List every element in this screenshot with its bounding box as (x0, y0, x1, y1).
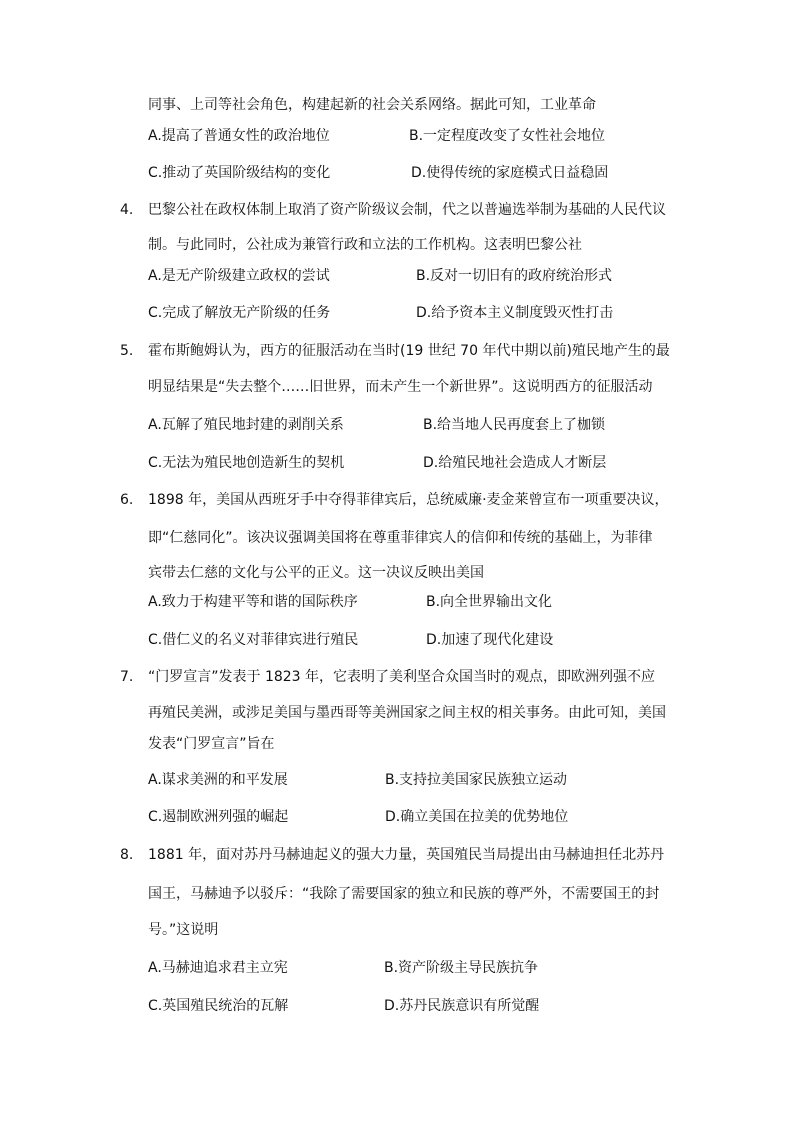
question-4-stem-line-2: 制。与此同时，公社成为兼管行政和立法的工作机构。这表明巴黎公社 (148, 237, 582, 253)
question-8-stem-line-1: 1881 年，面对苏丹马赫迪起义的强大力量，英国殖民当局提出由马赫迪担任北苏丹 (148, 847, 665, 863)
question-5-stem-line-1: 霍布斯鲍姆认为，西方的征服活动在当时(19 世纪 70 年代中期以前)殖民地产生的最 (148, 343, 670, 359)
question-3-option-d: D.使得传统的家庭模式日益稳固 (411, 165, 609, 181)
question-7-option-b: B.支持拉美国家民族独立运动 (385, 772, 568, 788)
question-6-option-a: A.致力于构建平等和谐的国际秩序 (148, 594, 358, 610)
question-5-option-a: A.瓦解了殖民地封建的剥削关系 (148, 417, 344, 433)
question-3-option-a: A.提高了普通女性的政治地位 (148, 128, 330, 144)
question-8-option-b: B.资产阶级主导民族抗争 (384, 960, 539, 976)
question-7-stem-line-3: 发表“门罗宣言”旨在 (148, 736, 275, 752)
question-4-stem-line-1: 巴黎公社在政权体制上取消了资产阶级议会制，代之以普遍选举制为基础的人民代议 (148, 202, 666, 218)
question-8-option-a: A.马赫迪追求君主立宪 (148, 960, 288, 976)
question-4-option-a: A.是无产阶级建立政权的尝试 (148, 268, 330, 284)
question-5-option-c: C.无法为殖民地创造新生的契机 (148, 455, 345, 471)
question-5-stem-line-2: 明显结果是“失去整个……旧世界，而未产生一个新世界”。这说明西方的征服活动 (148, 379, 653, 395)
question-4-option-b: B.反对一切旧有的政府统治形式 (416, 268, 613, 284)
question-7-stem-line-1: “门罗宣言”发表于 1823 年，它表明了美利坚合众国当时的观点，即欧洲列强不应 (148, 669, 656, 685)
question-3-option-b: B.一定程度改变了女性社会地位 (409, 128, 606, 144)
question-6-number: 6. (120, 492, 134, 508)
question-3-option-c: C.推动了英国阶级结构的变化 (148, 165, 331, 181)
question-7-option-d: D.确立美国在拉美的优势地位 (385, 809, 569, 825)
question-6-stem-line-1: 1898 年，美国从西班牙手中夺得菲律宾后，总统威廉·麦金莱曾宣布一项重要决议， (148, 492, 669, 508)
question-6-stem-line-2: 即“仁慈同化”。该决议强调美国将在尊重菲律宾人的信仰和传统的基础上，为菲律 (148, 530, 653, 546)
question-4-option-d: D.给予资本主义制度毁灭性打击 (416, 305, 614, 321)
question-6-option-c: C.借仁义的名义对菲律宾进行殖民 (148, 632, 359, 648)
question-8-stem-line-2: 国王，马赫迪予以驳斥：“我除了需要国家的独立和民族的尊严外，不需要国王的封 (148, 886, 660, 902)
question-4-option-c: C.完成了解放无产阶级的任务 (148, 305, 331, 321)
question-5-option-b: B.给当地人民再度套上了枷锁 (423, 417, 606, 433)
question-8-number: 8. (120, 847, 134, 863)
question-3-stem-line: 同事、上司等社会角色，构建起新的社会关系网络。据此可知，工业革命 (148, 97, 596, 113)
question-7-option-a: A.谋求美洲的和平发展 (148, 772, 288, 788)
question-5-option-d: D.给殖民地社会造成人才断层 (423, 455, 607, 471)
question-6-stem-line-3: 宾带去仁慈的文化与公平的正义。这一决议反映出美国 (148, 565, 484, 581)
question-8-stem-line-3: 号。”这说明 (148, 922, 219, 938)
question-4-number: 4. (120, 202, 134, 218)
question-7-stem-line-2: 再殖民美洲，或涉足美国与墨西哥等美洲国家之间主权的相关事务。由此可知，美国 (148, 705, 666, 721)
question-7-number: 7. (120, 669, 134, 685)
question-7-option-c: C.遏制欧洲列强的崛起 (148, 809, 289, 825)
question-8-option-d: D.苏丹民族意识有所觉醒 (384, 998, 540, 1014)
question-8-option-c: C.英国殖民统治的瓦解 (148, 998, 289, 1014)
question-5-number: 5. (120, 343, 134, 359)
question-6-option-b: B.向全世界输出文化 (426, 594, 553, 610)
question-6-option-d: D.加速了现代化建设 (426, 632, 554, 648)
